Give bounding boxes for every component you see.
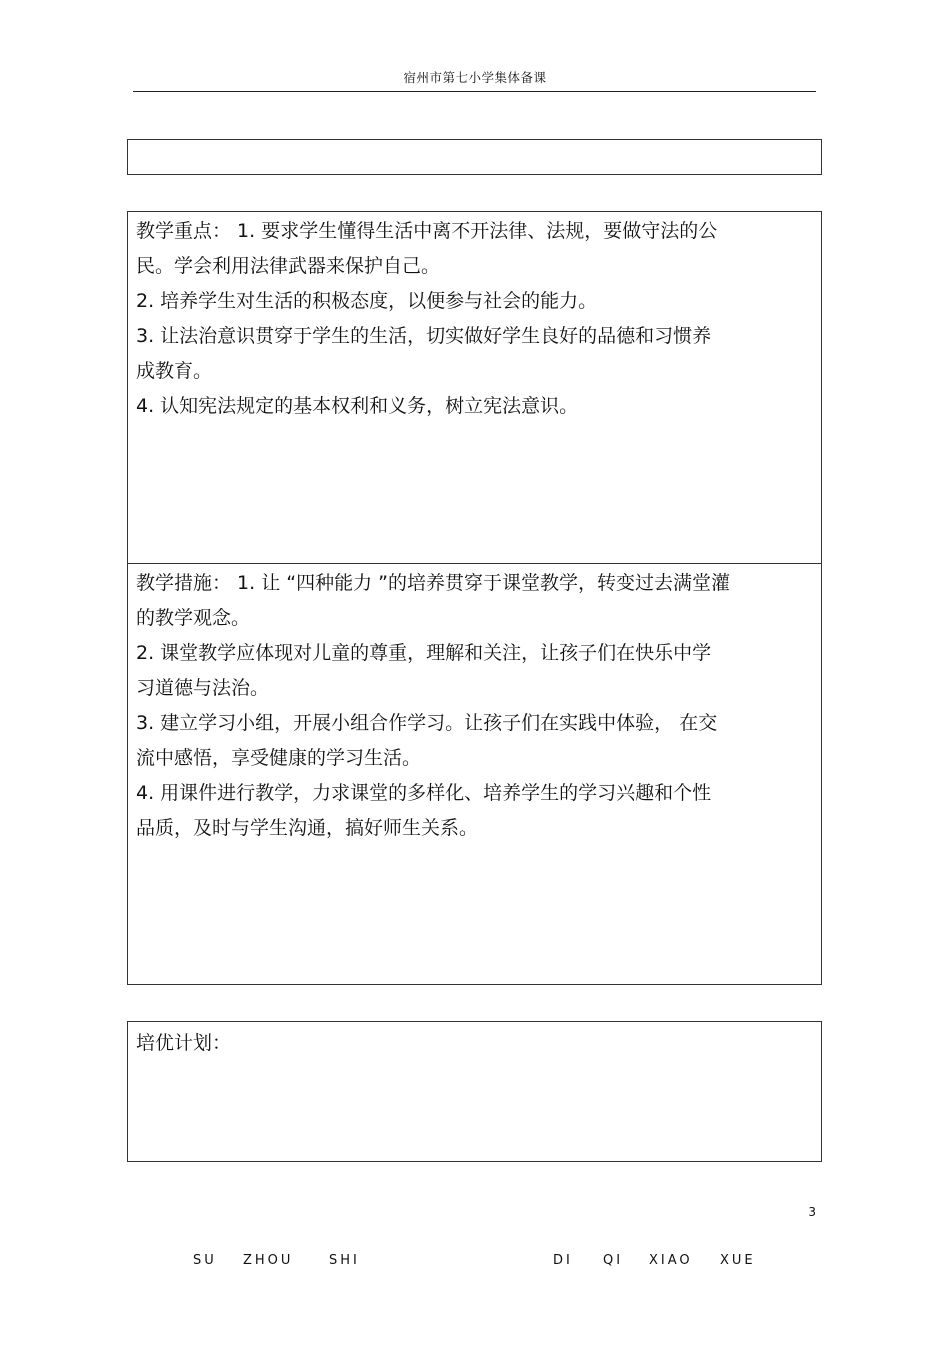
text-line: 的教学观念。 — [136, 607, 251, 629]
text-line: 流中感悟，享受健康的学习生活。 — [136, 747, 422, 769]
empty-table-row — [127, 139, 822, 175]
text-line: 成教育。 — [136, 360, 213, 382]
text-line: 教学措施： 1. 让 “四种能力 ”的培养贯穿于课堂教学，转变过去满堂灌 — [136, 572, 730, 594]
header-title: 宿州市第七小学集体备课 — [403, 70, 547, 85]
teaching-measures-text — [136, 566, 786, 846]
text-line: 民。学会利用法律武器来保护自己。 — [136, 255, 441, 277]
teaching-focus-text — [136, 214, 786, 424]
footer-word: QI — [603, 1253, 624, 1268]
footer-word: SHI — [329, 1253, 360, 1268]
teaching-focus-section — [128, 212, 821, 564]
footer-word: SU — [193, 1253, 217, 1268]
enrichment-plan-box — [127, 1021, 822, 1162]
footer-pinyin — [0, 1253, 950, 1273]
footer-word: ZHOU — [243, 1253, 294, 1268]
footer-word: XUE — [720, 1253, 756, 1268]
text-line: 品质，及时与学生沟通，搞好师生关系。 — [136, 817, 479, 839]
footer-word: DI — [553, 1253, 573, 1268]
text-line: 2. 培养学生对生活的积极态度，以便参与社会的能力。 — [136, 290, 598, 312]
footer-word: XIAO — [649, 1253, 693, 1268]
text-line: 4. 认知宪法规定的基本权利和义务，树立宪法意识。 — [136, 395, 579, 417]
enrichment-plan-label: 培优计划： — [136, 1032, 232, 1054]
text-line: 3. 建立学习小组，开展小组合作学习。让孩子们在实践中体验， 在交 — [136, 712, 718, 734]
lesson-plan-table — [127, 211, 822, 985]
text-line: 2. 课堂教学应体现对儿童的尊重，理解和关注，让孩子们在快乐中学 — [136, 642, 712, 664]
text-line: 3. 让法治意识贯穿于学生的生活，切实做好学生良好的品德和习惯养 — [136, 325, 712, 347]
teaching-measures-section — [128, 563, 821, 984]
text-line: 教学重点： 1. 要求学生懂得生活中离不开法律、法规，要做守法的公 — [136, 220, 718, 242]
header-rule — [133, 91, 816, 92]
text-line: 习道德与法治。 — [136, 677, 270, 699]
page-number: 3 — [808, 1205, 816, 1219]
text-line: 4. 用课件进行教学，力求课堂的多样化、培养学生的学习兴趣和个性 — [136, 782, 712, 804]
